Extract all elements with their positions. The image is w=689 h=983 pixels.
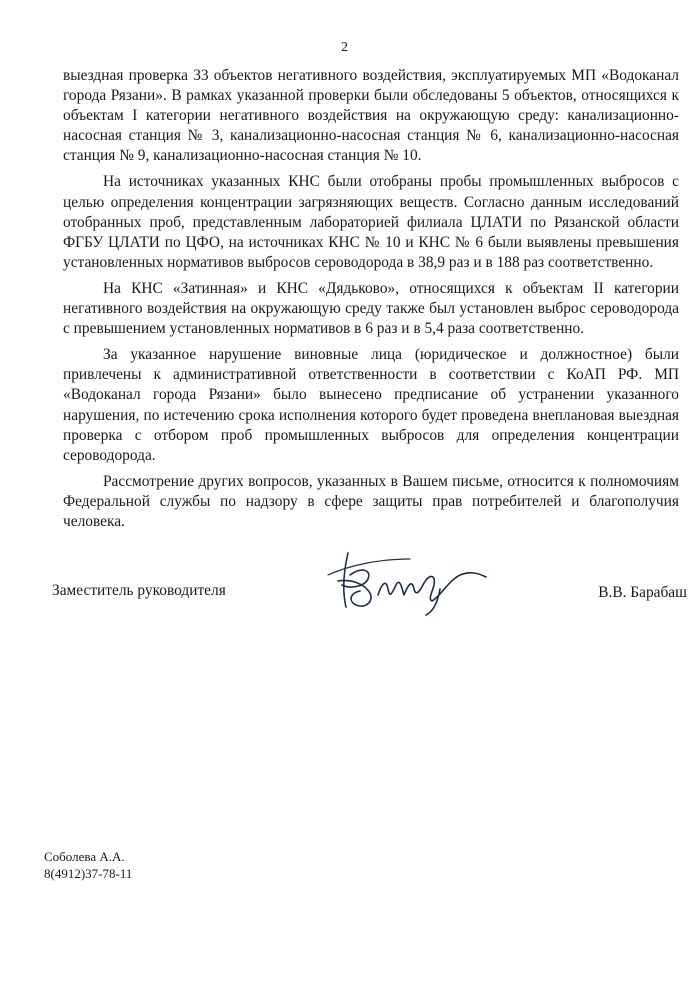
paragraph-2: На источниках указанных КНС были отобраны пробы промышленных выбросов с целью определения концентрации загрязняющих веществ. Согласно данным исследований отобранных проб, представленным лабораторией филиала ЦЛАТИ по Рязанской области ФГБУ ЦЛАТИ по ЦФО, на источниках КНС № 10 и КНС № 6 были выявлены превышения установленных нормативов выбросов сероводорода в 38,9 раз и в 188 раз соответственно. — [63, 173, 679, 271]
handwritten-signature — [320, 545, 500, 620]
paragraph-1: выездная проверка 33 объектов негативного воздействия, эксплуатируемых МП «Водоканал города Рязани». В рамках указанной проверки были обследованы 5 объектов, относящихся к объектам I категории негативного воздействия на окружающую среду: канализационно-насосная станция № 3, канализационно-насосная станция № 6, канализационно-насосная станция № 9, канализационно-насосная станция № 10. — [63, 67, 679, 165]
paragraph-4: За указанное нарушение виновные лица (юридическое и должностное) были привлечены к административной ответственности в соответствии с КоАП РФ. МП «Водоканал города Рязани» было вынесено предписание об устранении указанного нарушения, по истечению срока исполнения которого будет проведена внеплановая выездная проверка с отбором проб промышленных выбросов для определения концентрации сероводорода. — [63, 346, 679, 464]
executor-phone: 8(4912)37-78-11 — [44, 866, 133, 881]
executor-name: Соболева А.А. — [44, 849, 125, 864]
paragraph-5: Рассмотрение других вопросов, указанных в Вашем письме, относится к полномочиям Федеральной службы по надзору в сфере защиты прав потребителей и благополучия человека. — [63, 472, 679, 530]
letter-body — [63, 66, 679, 538]
paragraph-3: На КНС «Затинная» и КНС «Дядьково», относящихся к объектам II категории негативного воздействия на окружающую среду также был установлен выброс сероводорода с превышением установленных нормативов в 6 раз и в 5,4 раза соответственно. — [63, 279, 679, 338]
executor-info — [44, 848, 132, 882]
page-number: 2 — [341, 40, 348, 55]
signatory-position: Заместитель руководителя — [52, 582, 226, 599]
signatory-name: В.В. Барабаш — [598, 584, 687, 601]
